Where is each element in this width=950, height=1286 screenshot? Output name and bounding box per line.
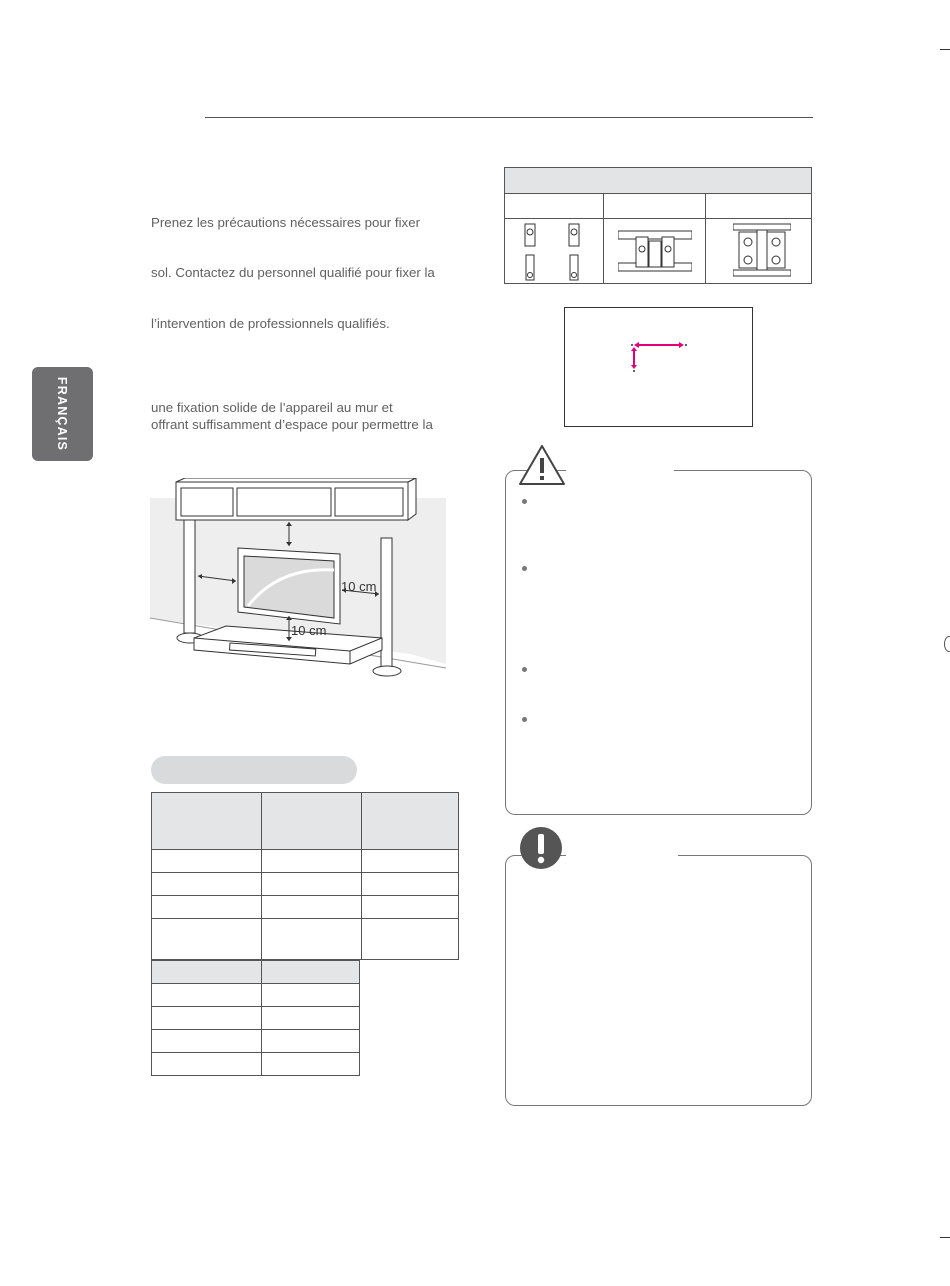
crop-mark-bottom (940, 1237, 950, 1238)
language-tab-label: FRANÇAIS (55, 376, 69, 452)
caution-bullet-3 (522, 667, 527, 672)
registration-mark (944, 636, 950, 652)
header-rule (205, 117, 813, 118)
wall-mount-bracket-table (504, 167, 812, 284)
note-box (505, 855, 812, 1106)
warning-triangle-icon (518, 444, 566, 486)
intro-line-1: Prenez les précautions nécessaires pour fixer (151, 215, 421, 230)
bracket-small-image (519, 222, 589, 282)
language-tab (32, 367, 93, 461)
caution-bullet-2 (522, 566, 527, 571)
crop-mark-top (940, 49, 950, 50)
intro-line-3: l’intervention de professionnels qualifiés. (151, 316, 390, 331)
bracket-table-header (505, 168, 811, 194)
intro-line-2: sol. Contactez du personnel qualifié pour fixer la (151, 265, 435, 280)
room-clearance-illustration (150, 478, 450, 680)
intro-line-4: une fixation solide de l’appareil au mur et (151, 400, 393, 415)
vesa-arrows (629, 339, 689, 375)
exclamation-circle-icon (519, 826, 563, 870)
clearance-label-bottom: 10 cm (291, 623, 327, 638)
bracket-large-image (733, 222, 791, 280)
spec-table-bottom (151, 960, 360, 1076)
caution-bullet-4 (522, 717, 527, 722)
intro-line-5: offrant suffisamment d’espace pour permettre la (151, 417, 433, 432)
caution-bullet-1 (522, 499, 527, 504)
vesa-dimension-diagram (564, 307, 753, 427)
spec-table-heading-pill (151, 756, 357, 784)
caution-box (505, 470, 812, 815)
clearance-label-side: 10 cm (341, 579, 377, 594)
bracket-medium-image (618, 227, 692, 277)
spec-table-top (151, 792, 459, 960)
